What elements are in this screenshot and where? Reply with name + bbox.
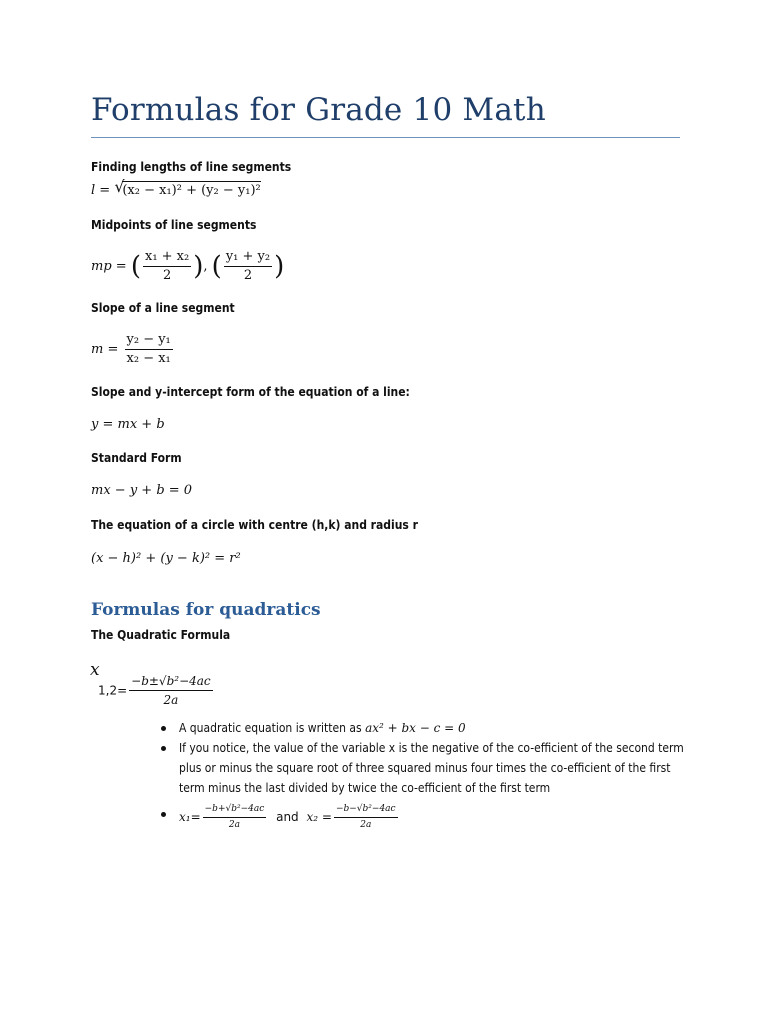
x1-numerator: −b+√b²−4ac	[203, 804, 267, 818]
slope-denominator: x₂ − x₁	[126, 351, 171, 366]
x1-denominator: 2a	[228, 820, 240, 830]
and-word: and	[276, 810, 299, 824]
midpoint-x-denominator: 2	[162, 268, 172, 283]
circle-heading: The equation of a circle with centre (h,k) and radius r	[91, 518, 418, 532]
slope-intercept-equation: y = mx + b	[91, 417, 165, 432]
standard-form-formula	[91, 483, 192, 498]
midpoint-formula: mp = ( $\frac{\text{x₁ + x₂}}{2}$ ), ( $\frac{\text{y₁ + y₂}}{2}$ )	[91, 249, 285, 283]
quadratic-denominator: 2a	[163, 693, 179, 707]
quadratic-formula	[98, 674, 215, 707]
quadratic-numerator: −b±√b²−4ac	[129, 674, 213, 691]
x-symbol: x	[90, 660, 100, 680]
quadratic-bullet-list	[161, 718, 691, 831]
length-lhs: l	[91, 183, 96, 198]
x2-fraction	[334, 804, 398, 831]
page-title: Formulas for Grade 10 Math	[91, 92, 546, 128]
list-item	[161, 804, 691, 831]
circle-equation: (x − h)² + (y − k)² = r²	[91, 551, 241, 566]
midpoint-y-numerator: y₁ + y₂	[224, 250, 272, 267]
quadratic-subscript: 1,2=	[98, 683, 128, 698]
midpoint-lhs: mp =	[91, 259, 127, 274]
slope-numerator: y₂ − y₁	[125, 333, 173, 350]
sqrt-icon: √	[114, 177, 125, 196]
quadratics-title: Formulas for quadratics	[91, 600, 321, 620]
midpoint-y-denominator: 2	[243, 268, 253, 283]
standard-form-equation: mx − y + b = 0	[91, 483, 193, 498]
quadratic-formula-heading: The Quadratic Formula	[91, 628, 231, 642]
x1-label: x₁=	[179, 810, 201, 824]
midpoint-y-fraction	[224, 250, 272, 283]
length-heading: Finding lengths of line segments	[91, 160, 292, 174]
root-formulas	[179, 804, 400, 830]
slope-fraction	[125, 333, 173, 366]
bullet-text: A quadratic equation is written as	[179, 721, 362, 735]
slope-intercept-formula	[91, 417, 165, 432]
x1-fraction	[203, 804, 267, 831]
standard-form-heading: Standard Form	[91, 451, 182, 465]
list-item	[161, 718, 691, 738]
midpoint-x-numerator: x₁ + x₂	[143, 250, 191, 267]
slope-formula	[91, 333, 175, 366]
quadratic-fraction	[129, 674, 213, 707]
slope-heading: Slope of a line segment	[91, 301, 235, 315]
length-sqrt	[114, 177, 261, 198]
list-item	[161, 738, 691, 798]
circle-formula	[91, 551, 241, 566]
bullet-formula: ax² + bx − c = 0	[365, 721, 466, 735]
left-paren: (	[130, 251, 141, 282]
x2-label: x₂ =	[306, 810, 332, 824]
length-formula: l = √ (x₂ − x₁)² + (y₂ − y₁)²	[91, 177, 261, 198]
title-divider	[91, 137, 680, 138]
slope-intercept-heading: Slope and y-intercept form of the equation of a line:	[91, 385, 410, 399]
midpoint-heading: Midpoints of line segments	[91, 218, 257, 232]
right-paren: )	[274, 251, 285, 282]
midpoint-x-fraction	[143, 250, 191, 283]
slope-lhs: m =	[91, 342, 119, 357]
right-paren: )	[193, 251, 204, 282]
x2-denominator: 2a	[360, 820, 372, 830]
left-paren: (	[211, 251, 222, 282]
x2-numerator: −b−√b²−4ac	[334, 804, 398, 818]
bullet-text: If you notice, the value of the variable x is the negative of the co-efficient of the second term plus or minus the square root of three squared minus four times the co-efficient of the first term minus the last divided by twice the co-efficient of the first term	[179, 741, 684, 795]
length-radicand: (x₂ − x₁)² + (y₂ − y₁)²	[122, 183, 261, 198]
